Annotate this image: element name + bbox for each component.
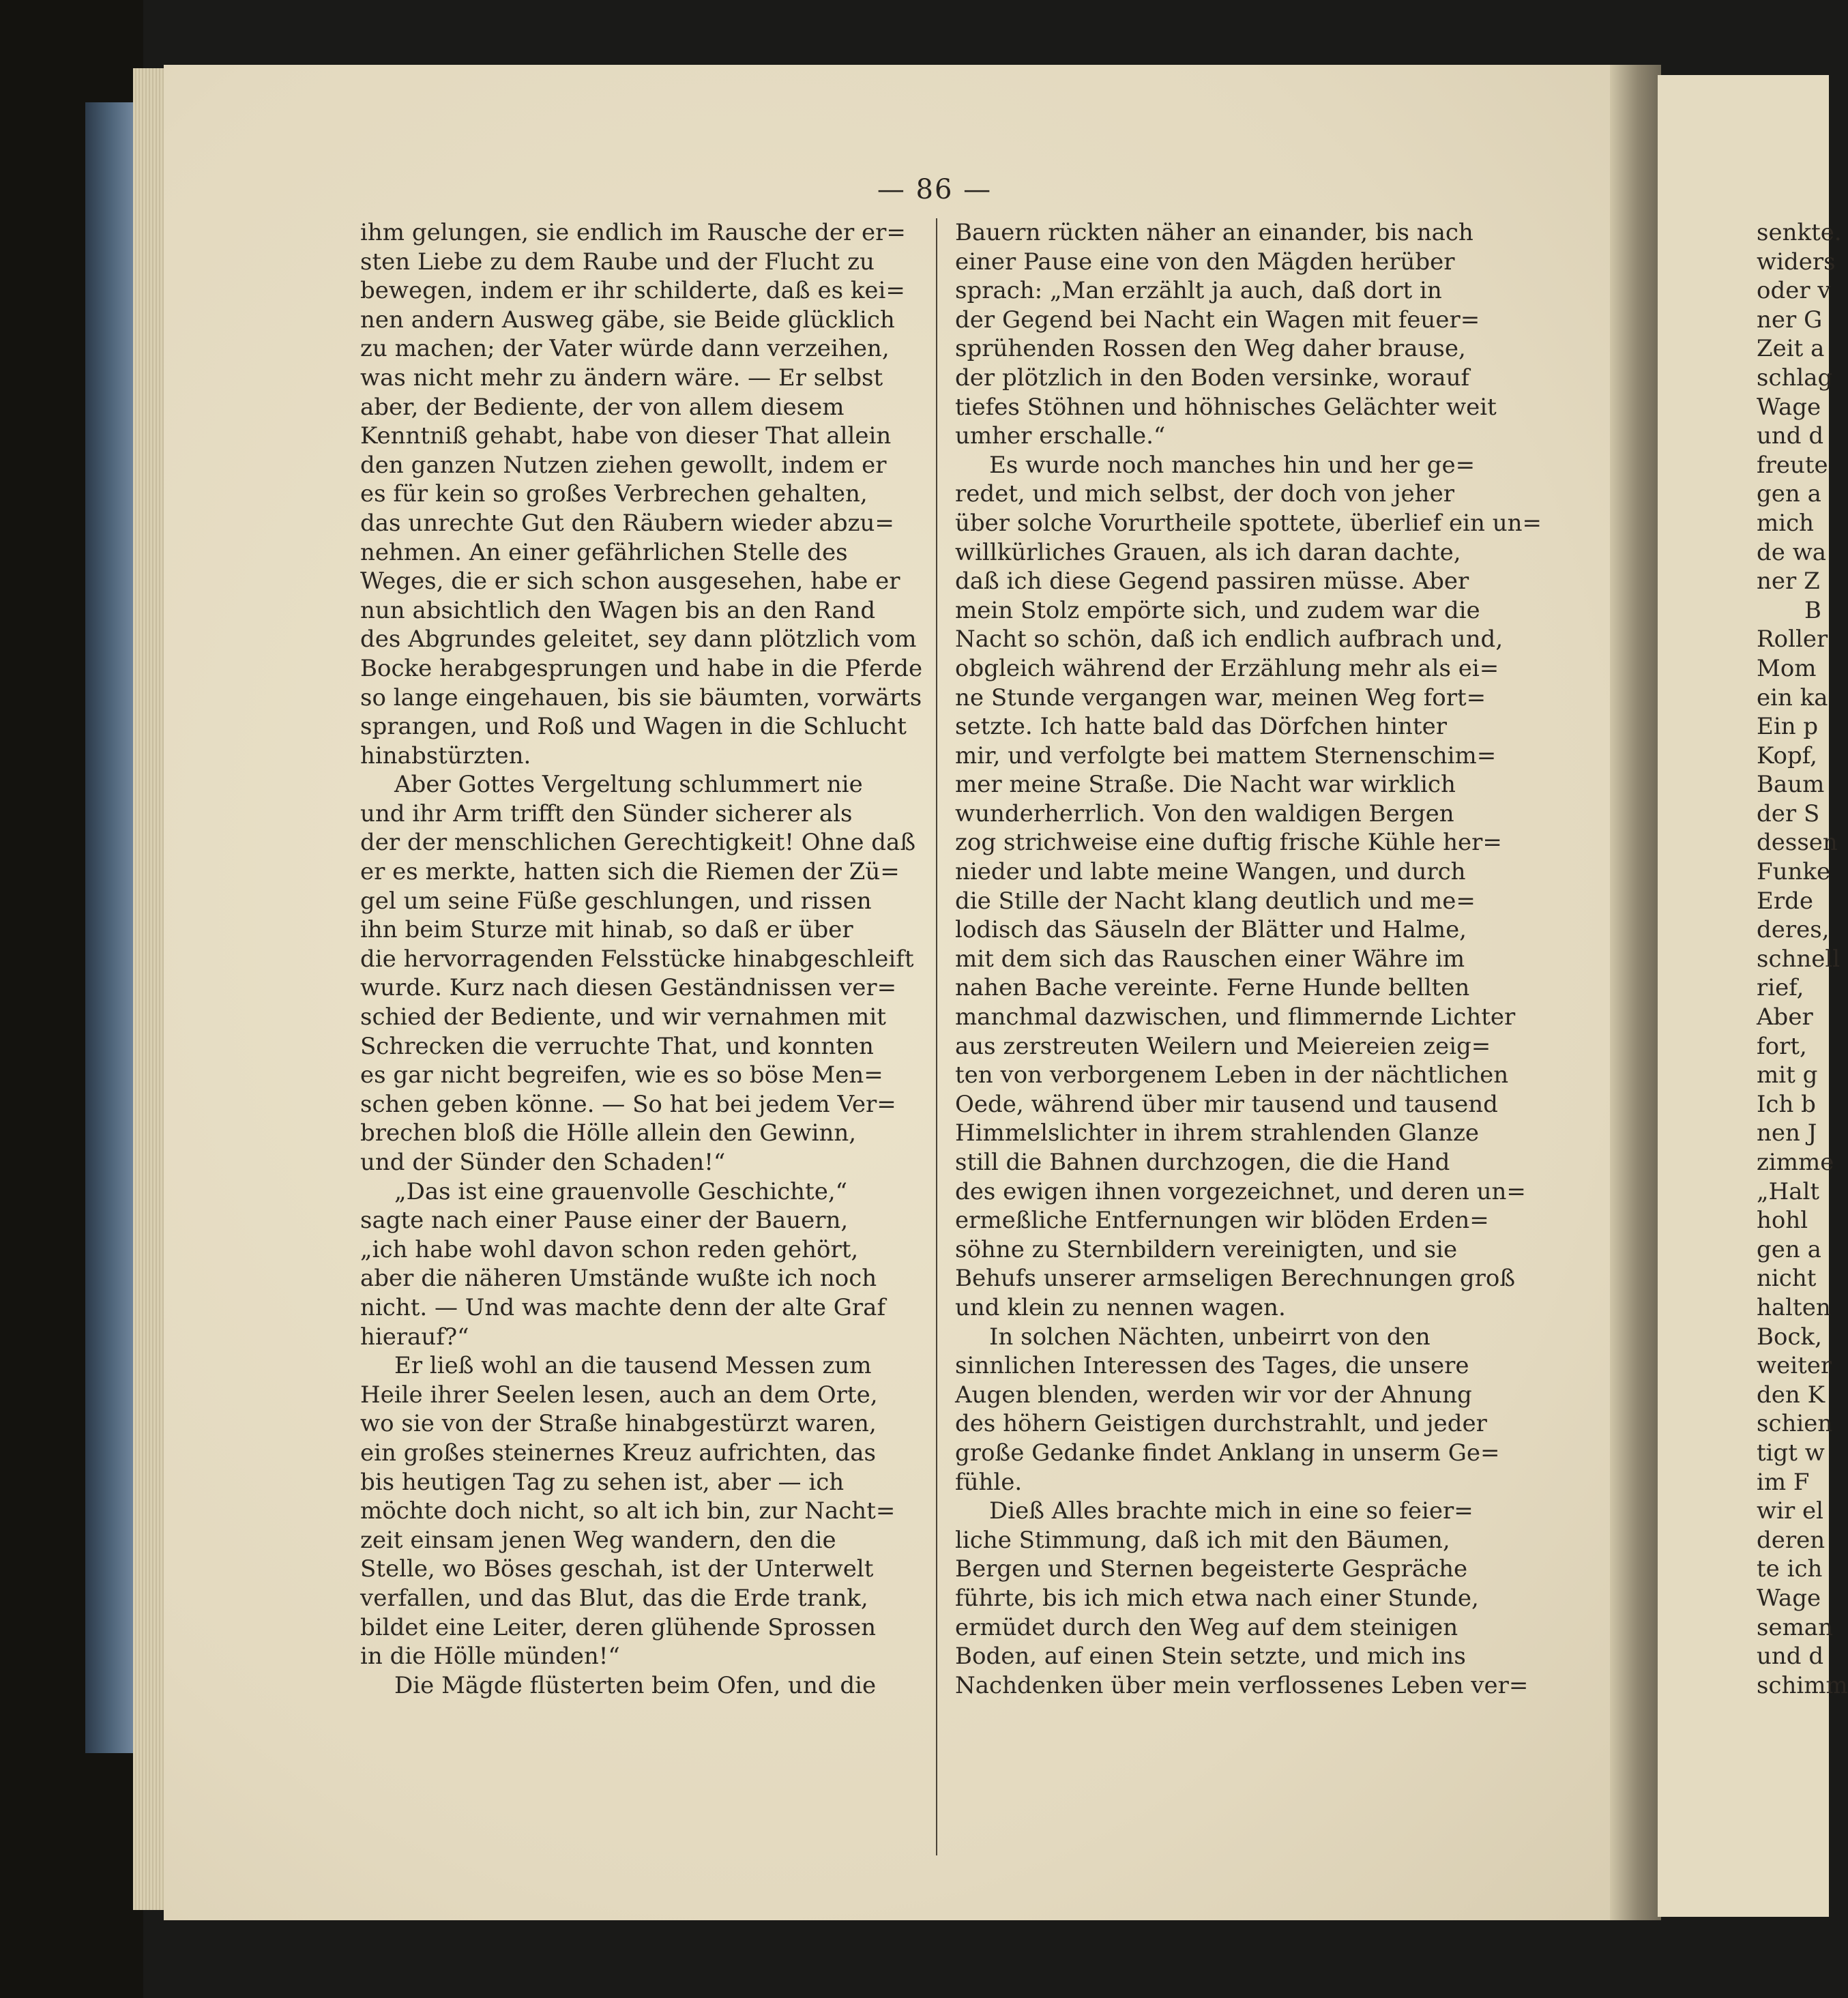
- text-line: nieder und labte meine Wangen, und durch: [955, 858, 1466, 886]
- text-line: des Abgrundes geleitet, sey dann plötzlich vom: [360, 626, 917, 653]
- text-line: „Das ist eine grauenvolle Geschichte,“: [394, 1177, 848, 1205]
- text-line: hohl: [1757, 1207, 1808, 1235]
- text-column-right: [955, 218, 1542, 1700]
- text-line: schlag: [1757, 364, 1833, 392]
- text-line: sagte nach einer Pause einer der Bauern,: [360, 1207, 849, 1235]
- text-line: der Gegend bei Nacht ein Wagen mit feuer=: [955, 306, 1480, 334]
- text-line: nahen Bache vereinte. Ferne Hunde bellten: [955, 974, 1470, 1002]
- page-number: — 86 —: [877, 174, 993, 205]
- text-line: mich: [1757, 509, 1815, 537]
- text-line: daß ich diese Gegend passiren müsse. Aber: [955, 568, 1469, 596]
- text-line: umher erschalle.“: [955, 422, 1166, 450]
- text-line: oder v: [1757, 277, 1831, 305]
- facing-page-text-column: [1757, 218, 1848, 1700]
- text-line: Augen blenden, werden wir vor der Ahnung: [955, 1381, 1472, 1409]
- text-line: Aber: [1757, 1003, 1813, 1031]
- text-line: wunderherrlich. Von den waldigen Bergen: [955, 799, 1454, 827]
- text-line: zimme: [1757, 1149, 1834, 1176]
- text-line: Bergen und Sternen begeisterte Gespräche: [955, 1555, 1468, 1583]
- text-line: fühle.: [955, 1468, 1023, 1496]
- text-line: und ihr Arm trifft den Sünder sicherer als: [360, 799, 853, 827]
- text-line: sprach: „Man erzählt ja auch, daß dort in: [955, 277, 1442, 305]
- text-line: er es merkte, hatten sich die Riemen der Zü=: [360, 858, 900, 886]
- text-line: Roller: [1757, 626, 1828, 653]
- text-line: es für kein so großes Verbrechen gehalten,: [360, 480, 868, 508]
- text-line: nehmen. An einer gefährlichen Stelle des: [360, 538, 848, 566]
- text-line: wo sie von der Straße hinabgestürzt waren,: [360, 1410, 877, 1438]
- text-line: des ewigen ihnen vorgezeichnet, und deren un=: [955, 1177, 1526, 1205]
- text-line: aus zerstreuten Weilern und Meiereien zeig=: [955, 1032, 1491, 1060]
- text-line: was nicht mehr zu ändern wäre. — Er selbst: [360, 364, 883, 392]
- text-line: Schrecken die verruchte That, und konnten: [360, 1032, 874, 1060]
- text-line: Weges, die er sich schon ausgesehen, habe er: [360, 568, 900, 596]
- text-line: In solchen Nächten, unbeirrt von den: [989, 1323, 1431, 1351]
- text-line: Ich b: [1757, 1090, 1816, 1118]
- text-line: Bock,: [1757, 1323, 1822, 1351]
- text-line: freute: [1757, 451, 1828, 479]
- text-column-left: [360, 218, 923, 1700]
- text-line: Erde: [1757, 887, 1813, 915]
- text-line: manchmal dazwischen, und flimmernde Lichter: [955, 1003, 1516, 1031]
- text-line: aber, der Bediente, der von allem diesem: [360, 393, 845, 421]
- text-line: und d: [1757, 1643, 1824, 1671]
- text-line: ihn beim Sturze mit hinab, so daß er über: [360, 916, 853, 944]
- text-line: Behufs unserer armseligen Berechnungen groß: [955, 1265, 1516, 1293]
- text-line: Kopf,: [1757, 741, 1817, 769]
- text-line: schimm: [1757, 1671, 1848, 1699]
- text-line: der S: [1757, 799, 1820, 827]
- text-line: ten von verborgenem Leben in der nächtlichen: [955, 1061, 1509, 1089]
- text-line: schnell: [1757, 945, 1840, 973]
- text-line: nun absichtlich den Wagen bis an den Rand: [360, 596, 876, 624]
- text-line: mein Stolz empörte sich, und zudem war die: [955, 596, 1480, 624]
- text-line: ermüdet durch den Weg auf dem steinigen: [955, 1613, 1458, 1641]
- text-line: ein ka: [1757, 684, 1828, 711]
- text-line: te ich: [1757, 1555, 1823, 1583]
- text-line: redet, und mich selbst, der doch von jeher: [955, 480, 1454, 508]
- text-line: Heile ihrer Seelen lesen, auch an dem Orte,: [360, 1381, 878, 1409]
- text-line: ihm gelungen, sie endlich im Rausche der er=: [360, 219, 906, 246]
- text-line: schen geben könne. — So hat bei jedem Ver=: [360, 1090, 896, 1118]
- text-line: und der Sünder den Schaden!“: [360, 1149, 726, 1176]
- text-line: Zeit a: [1757, 335, 1825, 363]
- text-line: Boden, auf einen Stein setzte, und mich ins: [955, 1643, 1466, 1671]
- page-gutter: [1610, 65, 1661, 1920]
- text-line: Bocke herabgesprungen und habe in die Pferde: [360, 654, 923, 682]
- text-line: „ich habe wohl davon schon reden gehört,: [360, 1235, 859, 1263]
- text-line: weiter: [1757, 1352, 1832, 1380]
- text-line: möchte doch nicht, so alt ich bin, zur Nacht=: [360, 1497, 896, 1525]
- text-line: ne Stunde vergangen war, meinen Weg fort=: [955, 684, 1486, 711]
- text-line: Bauern rückten näher an einander, bis nach: [955, 219, 1473, 246]
- text-line: über solche Vorurtheile spottete, überlief ein un=: [955, 509, 1542, 537]
- text-line: verfallen, und das Blut, das die Erde trank,: [360, 1584, 868, 1612]
- text-line: und klein zu nennen wagen.: [955, 1293, 1286, 1321]
- text-line: in die Hölle münden!“: [360, 1643, 620, 1671]
- text-line: führte, bis ich mich etwa nach einer Stunde,: [955, 1584, 1479, 1612]
- text-line: seman: [1757, 1613, 1833, 1641]
- text-line: Mom: [1757, 654, 1817, 682]
- text-line: tiefes Stöhnen und höhnisches Gelächter weit: [955, 393, 1497, 421]
- text-line: das unrechte Gut den Räubern wieder abzu=: [360, 509, 894, 537]
- text-line: zog strichweise eine duftig frische Kühle her=: [955, 829, 1502, 857]
- text-line: hinabstürzten.: [360, 741, 531, 769]
- text-line: sprühenden Rossen den Weg daher brause,: [955, 335, 1466, 363]
- text-line: Oede, während über mir tausend und tausend: [955, 1090, 1498, 1118]
- text-line: brechen bloß die Hölle allein den Gewinn,: [360, 1119, 857, 1147]
- text-line: Wage: [1757, 393, 1821, 421]
- text-line: große Gedanke findet Anklang in unserm Ge=: [955, 1439, 1500, 1467]
- text-line: Aber Gottes Vergeltung schlummert nie: [394, 771, 863, 799]
- text-line: dessen: [1757, 829, 1838, 857]
- text-line: schied der Bediente, und wir vernahmen mit: [360, 1003, 886, 1031]
- text-line: Baum: [1757, 771, 1825, 799]
- text-line: Er ließ wohl an die tausend Messen zum: [394, 1352, 872, 1380]
- text-line: halten: [1757, 1293, 1831, 1321]
- text-line: aber die näheren Umstände wußte ich noch: [360, 1265, 877, 1293]
- text-line: ermeßliche Entfernungen wir blöden Erden=: [955, 1207, 1489, 1235]
- text-line: „Halt: [1757, 1177, 1820, 1205]
- text-line: mit dem sich das Rauschen einer Währe im: [955, 945, 1465, 973]
- text-line: Dieß Alles brachte mich in eine so feier=: [989, 1497, 1473, 1525]
- text-line: die Stille der Nacht klang deutlich und me=: [955, 887, 1476, 915]
- text-line: Funke: [1757, 858, 1831, 886]
- text-line: tigt w: [1757, 1439, 1825, 1467]
- text-line: gel um seine Füße geschlungen, und rissen: [360, 887, 872, 915]
- column-divider: [936, 218, 937, 1855]
- text-line: sinnlichen Interessen des Tages, die unsere: [955, 1352, 1469, 1380]
- text-line: es gar nicht begreifen, wie es so böse Men=: [360, 1061, 883, 1089]
- text-line: söhne zu Sternbildern vereinigten, und sie: [955, 1235, 1458, 1263]
- text-line: Stelle, wo Böses geschah, ist der Unterwelt: [360, 1555, 874, 1583]
- text-line: deres,: [1757, 916, 1830, 944]
- text-line: Ein p: [1757, 713, 1819, 741]
- text-line: des höhern Geistigen durchstrahlt, und jeder: [955, 1410, 1487, 1438]
- text-line: de wa: [1757, 538, 1827, 566]
- text-line: und d: [1757, 422, 1824, 450]
- text-line: lodisch das Säuseln der Blätter und Halme,: [955, 916, 1467, 944]
- text-line: Wage: [1757, 1584, 1821, 1612]
- text-line: rief,: [1757, 974, 1804, 1002]
- text-line: im F: [1757, 1468, 1810, 1496]
- text-line: nen andern Ausweg gäbe, sie Beide glücklich: [360, 306, 895, 334]
- text-line: setzte. Ich hatte bald das Dörfchen hinter: [955, 713, 1447, 741]
- text-line: zeit einsam jenen Weg wandern, den die: [360, 1526, 836, 1554]
- text-line: wurde. Kurz nach diesen Geständnissen ver=: [360, 974, 897, 1002]
- text-line: Es wurde noch manches hin und her ge=: [989, 451, 1476, 479]
- text-line: Die Mägde flüsterten beim Ofen, und die: [394, 1671, 877, 1699]
- text-line: so lange eingehauen, bis sie bäumten, vorwärts: [360, 684, 922, 711]
- text-line: mit g: [1757, 1061, 1818, 1089]
- text-line: wir el: [1757, 1497, 1824, 1525]
- text-line: ein großes steinernes Kreuz aufrichten, das: [360, 1439, 876, 1467]
- text-line: bildet eine Leiter, deren glühende Sprossen: [360, 1613, 876, 1641]
- text-line: senkte.: [1757, 219, 1842, 246]
- text-line: sten Liebe zu dem Raube und der Flucht zu: [360, 248, 875, 276]
- text-line: liche Stimmung, daß ich mit den Bäumen,: [955, 1526, 1450, 1554]
- text-line: den ganzen Nutzen ziehen gewollt, indem er: [360, 451, 887, 479]
- text-line: ner G: [1757, 306, 1823, 334]
- text-line: obgleich während der Erzählung mehr als ei=: [955, 654, 1499, 682]
- text-line: zu machen; der Vater würde dann verzeihen,: [360, 335, 890, 363]
- text-line: still die Bahnen durchzogen, die die Hand: [955, 1149, 1450, 1176]
- text-line: den K: [1757, 1381, 1825, 1409]
- text-line: fort,: [1757, 1032, 1807, 1060]
- text-line: B: [1804, 596, 1821, 624]
- text-line: mir, und verfolgte bei mattem Sternenschim=: [955, 741, 1497, 769]
- text-line: die hervorragenden Felsstücke hinabgeschleift: [360, 945, 914, 973]
- text-line: bewegen, indem er ihr schilderte, daß es kei=: [360, 277, 905, 305]
- text-line: bis heutigen Tag zu sehen ist, aber — ich: [360, 1468, 845, 1496]
- text-line: nicht: [1757, 1265, 1817, 1293]
- text-line: ner Z: [1757, 568, 1820, 596]
- text-line: deren: [1757, 1526, 1825, 1554]
- text-line: mer meine Straße. Die Nacht war wirklich: [955, 771, 1456, 799]
- text-line: Nachdenken über mein verflossenes Leben ver=: [955, 1671, 1529, 1699]
- text-line: sprangen, und Roß und Wagen in die Schlucht: [360, 713, 907, 741]
- text-line: der der menschlichen Gerechtigkeit! Ohne daß: [360, 829, 916, 857]
- text-line: nicht. — Und was machte denn der alte Graf: [360, 1293, 886, 1321]
- text-line: der plötzlich in den Boden versinke, worauf: [955, 364, 1470, 392]
- text-line: willkürliches Grauen, als ich daran dachte,: [955, 538, 1461, 566]
- text-line: Nacht so schön, daß ich endlich aufbrach und,: [955, 626, 1504, 653]
- text-line: schien: [1757, 1410, 1833, 1438]
- text-line: hierauf?“: [360, 1323, 469, 1351]
- text-line: nen J: [1757, 1119, 1817, 1147]
- text-line: gen a: [1757, 1235, 1821, 1263]
- text-line: Kenntniß gehabt, habe von dieser That allein: [360, 422, 892, 450]
- text-line: Himmelslichter in ihrem strahlenden Glanze: [955, 1119, 1480, 1147]
- text-line: einer Pause eine von den Mägden herüber: [955, 248, 1455, 276]
- text-line: gen a: [1757, 480, 1821, 508]
- text-line: widers: [1757, 248, 1836, 276]
